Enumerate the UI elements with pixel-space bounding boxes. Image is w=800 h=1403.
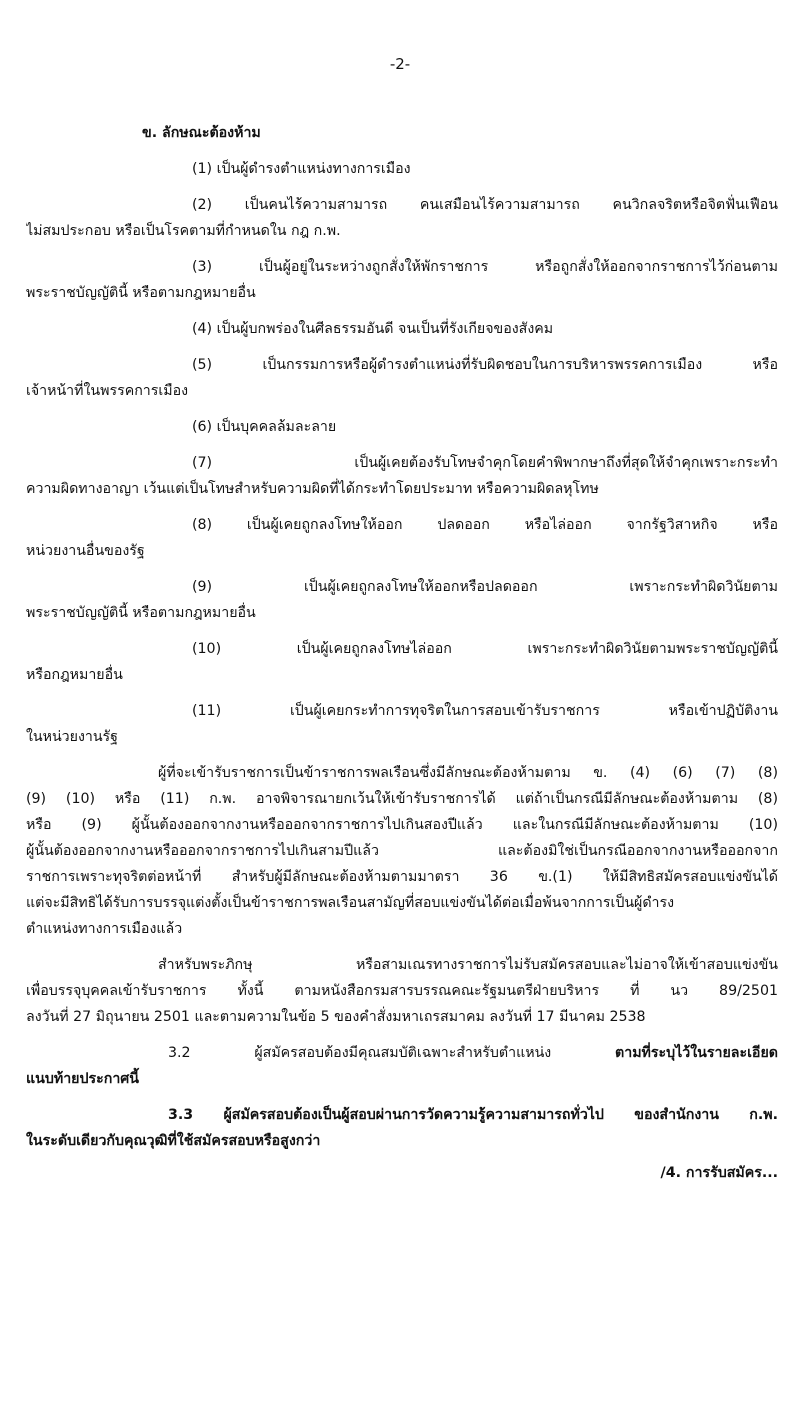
list-item-continuation: พระราชบัญญัตินี้ หรือตามกฎหมายอื่น [26, 605, 256, 621]
next-page-reference: /4. การรับสมัคร... [660, 1165, 778, 1181]
list-item-continuation: หรือกฎหมายอื่น [26, 667, 123, 683]
paragraph-line: ราชการเพราะทุจริตต่อหน้าที่ สำหรับผู้มีลักษณะต้องห้ามตามมาตรา 36 ข.(1) ให้มีสิทธิสมัครสอบแข่งขันได้ [26, 869, 778, 885]
list-item-continuation: ความผิดทางอาญา เว้นแต่เป็นโทษสำหรับความผิดที่ได้กระทำโดยประมาท หรือความผิดลหุโทษ [26, 481, 599, 497]
list-item: (6) เป็นบุคคลล้มละลาย [192, 419, 337, 435]
paragraph-line: หรือ (9) ผู้นั้นต้องออกจากงานหรือออกจากราชการไปเกินสองปีแล้ว และในกรณีมีลักษณะต้องห้ามตาม (10) [26, 817, 778, 833]
list-item: (2) เป็นคนไร้ความสามารถ คนเสมือนไร้ความสามารถ คนวิกลจริตหรือจิตฟั่นเฟือน [192, 197, 778, 213]
list-item: (5) เป็นกรรมการหรือผู้ดำรงตำแหน่งที่รับผิดชอบในการบริหารพรรคการเมือง หรือ [192, 357, 778, 373]
list-item: (11) เป็นผู้เคยกระทำการทุจริตในการสอบเข้ารับราชการ หรือเข้าปฏิบัติงาน [192, 703, 778, 719]
paragraph-exemption [26, 786, 778, 942]
list-item: (3) เป็นผู้อยู่ในระหว่างถูกสั่งให้พักราชการ หรือถูกสั่งให้ออกจากราชการไว้ก่อนตาม [192, 259, 778, 275]
paragraph-line: เพื่อบรรจุบุคคลเข้ารับราชการ ทั้งนี้ ตามหนังสือกรมสารบรรณคณะรัฐมนตรีฝ่ายบริหาร ที่ นว 89/2501 [26, 983, 778, 999]
list-item-continuation: ในหน่วยงานรัฐ [26, 729, 118, 745]
paragraph-line: ลงวันที่ 27 มิถุนายน 2501 และตามความในข้อ 5 ของคำสั่งมหาเถรสมาคม ลงวันที่ 17 มีนาคม 2538 [26, 1009, 646, 1025]
list-item: (4) เป็นผู้บกพร่องในศีลธรรมอันดี จนเป็นที่รังเกียจของสังคม [192, 321, 554, 337]
list-item: (7) เป็นผู้เคยต้องรับโทษจำคุกโดยคำพิพากษาถึงที่สุดให้จำคุกเพราะกระทำ [192, 455, 778, 471]
section-3-2-first [26, 1040, 778, 1066]
page-number: -2- [389, 55, 411, 73]
list-item-continuation: ไม่สมประกอบ หรือเป็นโรคตามที่กำหนดใน กฎ ก.พ. [26, 223, 341, 239]
section-3-3-first: 3.3 ผู้สมัครสอบต้องเป็นผู้สอบผ่านการวัดความรู้ความสามารถทั่วไป ของสำนักงาน ก.พ. [168, 1107, 778, 1123]
paragraph-monks-first: สำหรับพระภิกษุ หรือสามเณรทางราชการไม่รับสมัครสอบและไม่อาจให้เข้าสอบแข่งขัน [158, 957, 778, 973]
section-3-2-text: 3.2 ผู้สมัครสอบต้องมีคุณสมบัติเฉพาะสำหรับตำแหน่ง [168, 1045, 616, 1061]
section-3-3-cont: ในระดับเดียวกับคุณวุฒิที่ใช้สมัครสอบหรือสูงกว่า [26, 1133, 321, 1149]
list-item: (8) เป็นผู้เคยถูกลงโทษให้ออก ปลดออก หรือไล่ออก จากรัฐวิสาหกิจ หรือ [192, 517, 778, 533]
section-heading: ข. ลักษณะต้องห้าม [142, 125, 261, 141]
paragraph-line: (9) (10) หรือ (11) ก.พ. อาจพิจารณายกเว้นให้เข้ารับราชการได้ แต่ถ้าเป็นกรณีมีลักษณะต้องห้ามตาม (8) [26, 791, 778, 807]
paragraph-monks [26, 978, 778, 1030]
section-3-2-cont: แนบท้ายประกาศนี้ [26, 1071, 139, 1087]
list-item: (9) เป็นผู้เคยถูกลงโทษให้ออกหรือปลดออก เพราะกระทำผิดวินัยตาม [192, 579, 778, 595]
paragraph-line: แต่จะมีสิทธิได้รับการบรรจุแต่งตั้งเป็นข้าราชการพลเรือนสามัญที่สอบแข่งขันได้ต่อเมื่อพ้นจากการเป็นผู้ดำรง [26, 895, 675, 911]
section-3-2-bold: ตามที่ระบุไว้ในรายละเอียด [615, 1045, 778, 1061]
prohibition-list [26, 156, 778, 760]
list-item-continuation: พระราชบัญญัตินี้ หรือตามกฎหมายอื่น [26, 285, 256, 301]
list-item: (1) เป็นผู้ดำรงตำแหน่งทางการเมือง [192, 161, 411, 177]
document-body [26, 120, 778, 1186]
paragraph-line: ผู้นั้นต้องออกจากงานหรือออกจากราชการไปเกินสามปีแล้ว และต้องมิใช่เป็นกรณีออกจากงานหรือออกจาก [26, 843, 778, 859]
paragraph-line: ตำแหน่งทางการเมืองแล้ว [26, 921, 183, 937]
list-item-continuation: หน่วยงานอื่นของรัฐ [26, 543, 145, 559]
list-item-continuation: เจ้าหน้าที่ในพรรคการเมือง [26, 383, 189, 399]
paragraph-exemption-first: ผู้ที่จะเข้ารับราชการเป็นข้าราชการพลเรือนซึ่งมีลักษณะต้องห้ามตาม ข. (4) (6) (7) (8) [158, 765, 778, 781]
list-item: (10) เป็นผู้เคยถูกลงโทษไล่ออก เพราะกระทำผิดวินัยตามพระราชบัญญัตินี้ [192, 641, 778, 657]
